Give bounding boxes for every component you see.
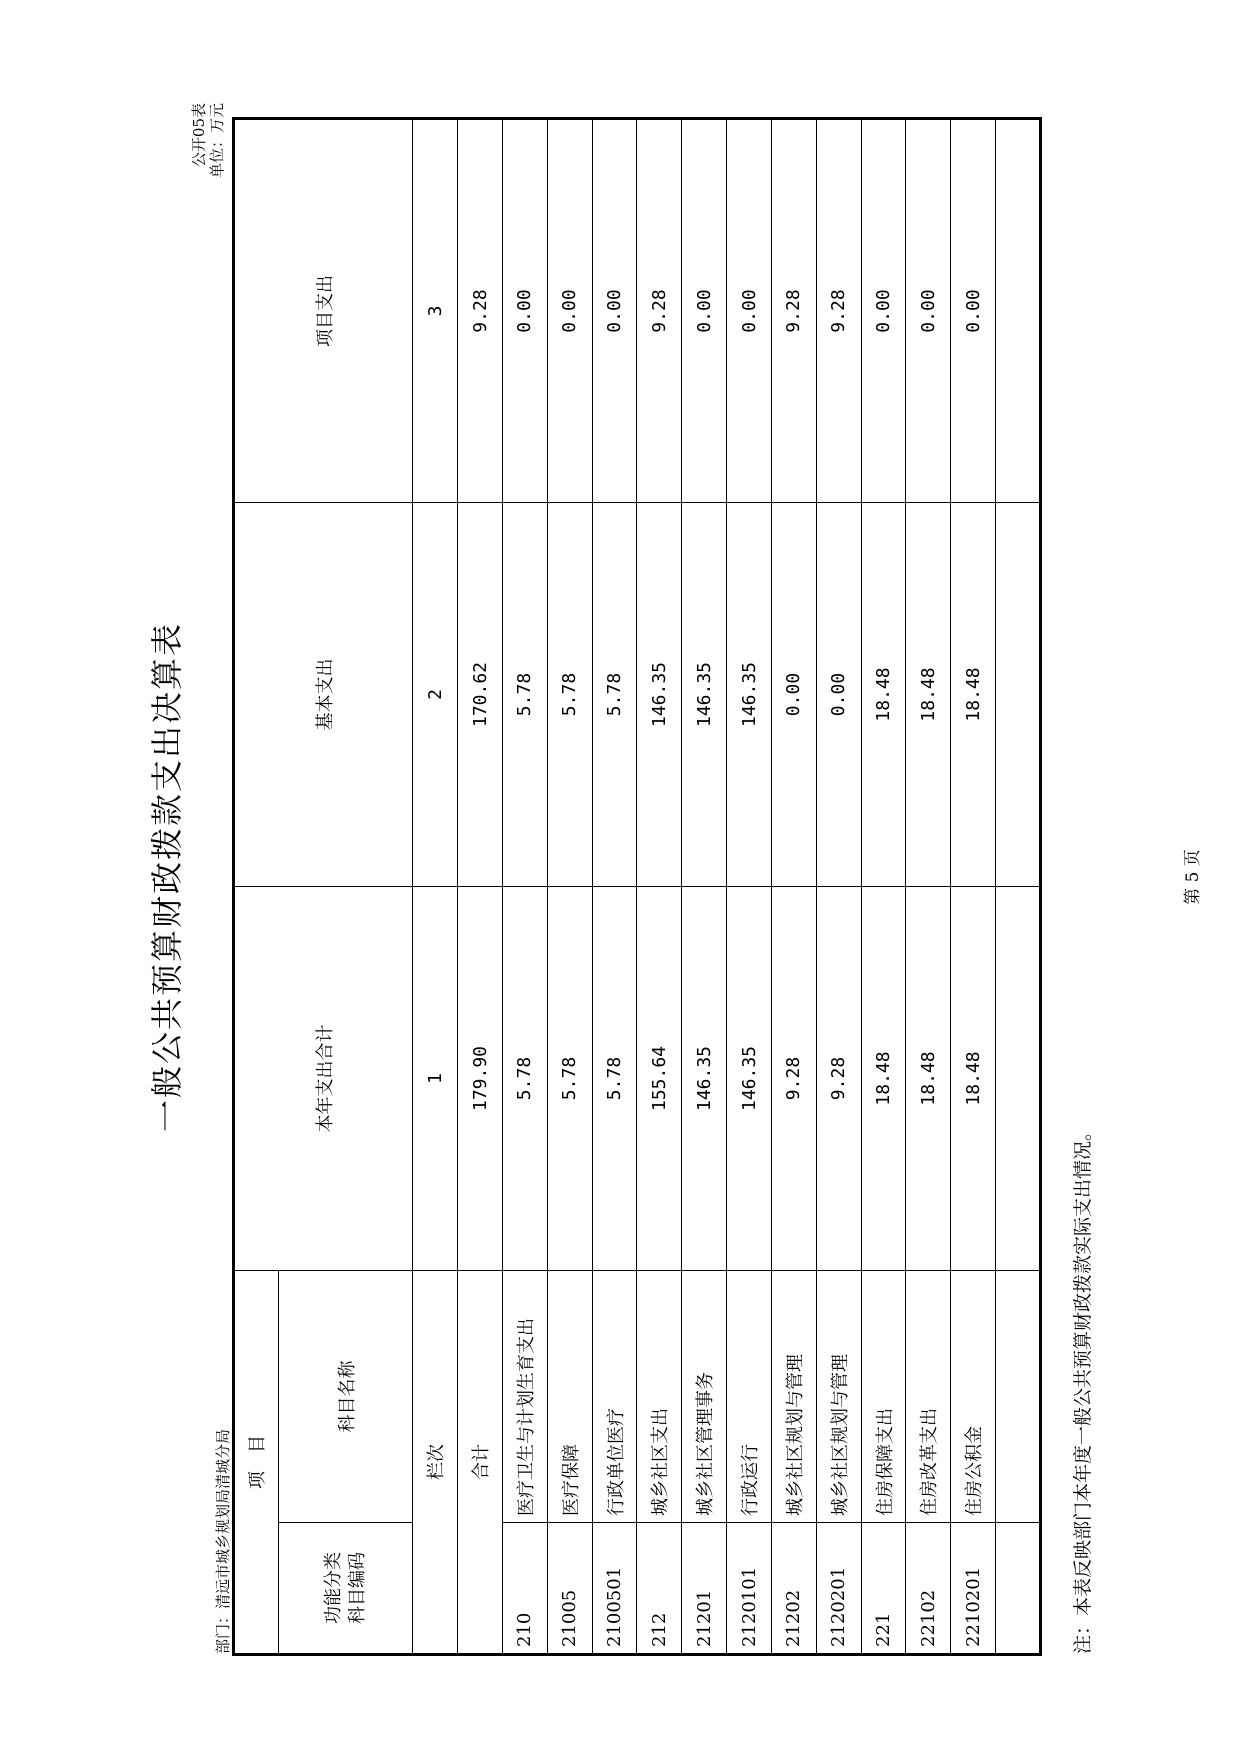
table-row (502, 119, 547, 1655)
column-number-1: 1 (413, 887, 458, 1271)
total-expenditure-cell: 9.28 (771, 887, 816, 1271)
project-expenditure-cell: 9.28 (771, 119, 816, 503)
item-group-header: 项 目 (234, 1271, 279, 1655)
subject-name-cell: 城乡社区规划与管理 (816, 1271, 861, 1523)
table-row (592, 119, 637, 1655)
basic-expenditure-cell: 0.00 (771, 503, 816, 887)
column-number-3: 3 (413, 119, 458, 503)
project-expenditure-cell: 0.00 (861, 119, 906, 503)
subject-code-cell: 21005 (547, 1523, 592, 1655)
subject-code-cell: 22102 (906, 1523, 951, 1655)
total-expenditure-cell: 146.35 (682, 887, 727, 1271)
project-expenditure-cell: 0.00 (592, 119, 637, 503)
project-expenditure-cell: 0.00 (547, 119, 592, 503)
subject-name-cell: 医疗卫生与计划生育支出 (502, 1271, 547, 1523)
subject-name-cell: 城乡社区管理事务 (682, 1271, 727, 1523)
column-number-2: 2 (413, 503, 458, 887)
project-expenditure-cell: 9.28 (637, 119, 682, 503)
project-column-header: 项目支出 (234, 119, 413, 503)
table-row (727, 119, 772, 1655)
table-row (682, 119, 727, 1655)
total-expenditure-cell: 146.35 (727, 887, 772, 1271)
sum-total-value: 179.90 (458, 887, 503, 1271)
project-expenditure-cell (996, 119, 1041, 503)
unit-label: 单位：万元 (208, 103, 226, 179)
project-expenditure-cell: 0.00 (906, 119, 951, 503)
total-expenditure-cell: 18.48 (906, 887, 951, 1271)
table-row (771, 119, 816, 1655)
table-row (951, 119, 996, 1655)
total-expenditure-cell: 5.78 (547, 887, 592, 1271)
department-label: 部门：清远市城乡规划局清城分局 (214, 1428, 232, 1654)
code-header-line-1: 功能分类 (322, 1552, 344, 1624)
table-note: 注：本表反映部门本年度一般公共预算财政拨款实际支出情况。 (1072, 1121, 1094, 1654)
name-column-header: 科目名称 (278, 1271, 413, 1523)
basic-expenditure-cell: 146.35 (637, 503, 682, 887)
basic-expenditure-cell: 18.48 (861, 503, 906, 887)
subject-code-cell: 21201 (682, 1523, 727, 1655)
table-row (816, 119, 861, 1655)
project-expenditure-cell: 0.00 (727, 119, 772, 503)
subject-code-cell (996, 1523, 1041, 1655)
sum-project-value: 9.28 (458, 119, 503, 503)
subject-code-cell: 2100501 (592, 1523, 637, 1655)
code-column-header (278, 1523, 413, 1655)
subject-code-cell: 212 (637, 1523, 682, 1655)
subject-name-cell: 行政运行 (727, 1271, 772, 1523)
total-expenditure-cell: 155.64 (637, 887, 682, 1271)
total-expenditure-cell (996, 887, 1041, 1271)
project-expenditure-cell: 0.00 (682, 119, 727, 503)
basic-expenditure-cell: 5.78 (502, 503, 547, 887)
subject-name-cell: 住房保障支出 (861, 1271, 906, 1523)
basic-expenditure-cell: 18.48 (951, 503, 996, 887)
table-row (861, 119, 906, 1655)
project-expenditure-cell: 0.00 (502, 119, 547, 503)
sum-row (458, 119, 503, 1655)
table-row (906, 119, 951, 1655)
report-title: 一般公共预算财政拨款支出决算表 (148, 622, 186, 1133)
subject-code-cell: 2210201 (951, 1523, 996, 1655)
column-index-row (413, 119, 458, 1655)
project-expenditure-cell: 0.00 (951, 119, 996, 503)
subject-name-cell: 住房改革支出 (906, 1271, 951, 1523)
sum-basic-value: 170.62 (458, 503, 503, 887)
sum-label: 合计 (458, 1271, 503, 1655)
page-number: 第 5 页 (1183, 849, 1203, 905)
subject-name-cell: 医疗保障 (547, 1271, 592, 1523)
subject-name-cell: 城乡社区规划与管理 (771, 1271, 816, 1523)
basic-expenditure-cell (996, 503, 1041, 887)
basic-expenditure-cell: 5.78 (547, 503, 592, 887)
basic-column-header: 基本支出 (234, 503, 413, 887)
basic-expenditure-cell: 18.48 (906, 503, 951, 887)
basic-expenditure-cell: 0.00 (816, 503, 861, 887)
basic-expenditure-cell: 146.35 (682, 503, 727, 887)
table-row (996, 119, 1041, 1655)
subject-name-cell: 行政单位医疗 (592, 1271, 637, 1523)
project-expenditure-cell: 9.28 (816, 119, 861, 503)
subject-code-cell: 210 (502, 1523, 547, 1655)
table-row (637, 119, 682, 1655)
basic-expenditure-cell: 146.35 (727, 503, 772, 887)
header-row-group (234, 119, 279, 1655)
code-header-line-2: 科目编码 (346, 1552, 368, 1624)
expenditure-table (232, 117, 1042, 1656)
subject-name-cell (996, 1271, 1041, 1523)
total-expenditure-cell: 5.78 (592, 887, 637, 1271)
row-index-label: 栏次 (413, 1271, 458, 1655)
subject-code-cell: 2120101 (727, 1523, 772, 1655)
total-column-header: 本年支出合计 (234, 887, 413, 1271)
subject-code-cell: 221 (861, 1523, 906, 1655)
form-code: 公开05表 (190, 103, 208, 168)
total-expenditure-cell: 9.28 (816, 887, 861, 1271)
table-row (547, 119, 592, 1655)
subject-code-cell: 2120201 (816, 1523, 861, 1655)
basic-expenditure-cell: 5.78 (592, 503, 637, 887)
total-expenditure-cell: 18.48 (861, 887, 906, 1271)
subject-name-cell: 城乡社区支出 (637, 1271, 682, 1523)
subject-name-cell: 住房公积金 (951, 1271, 996, 1523)
subject-code-cell: 21202 (771, 1523, 816, 1655)
total-expenditure-cell: 18.48 (951, 887, 996, 1271)
total-expenditure-cell: 5.78 (502, 887, 547, 1271)
form-meta (190, 103, 226, 178)
